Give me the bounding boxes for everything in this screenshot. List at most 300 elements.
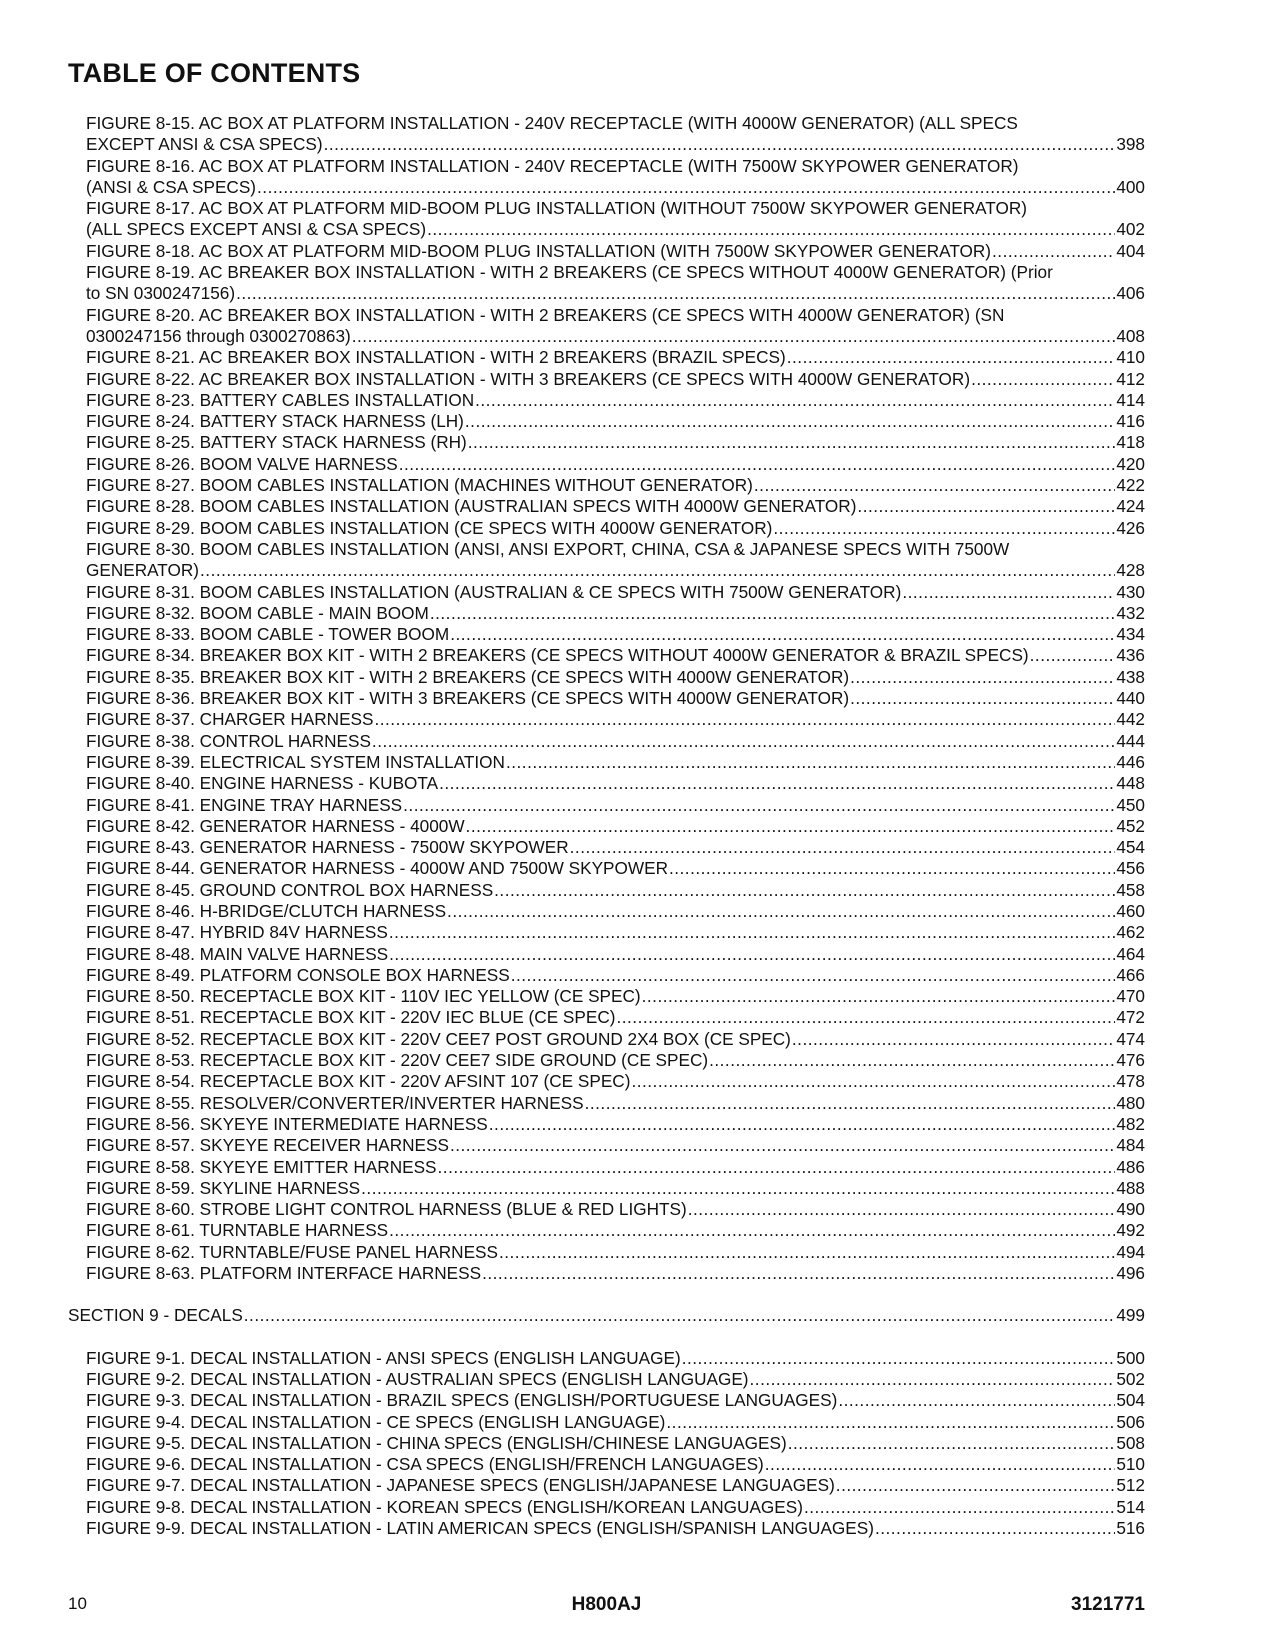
toc-page-number[interactable]: 516 (1116, 1518, 1145, 1538)
toc-page-number[interactable]: 474 (1116, 1028, 1145, 1049)
toc-entry-row (86, 1135, 1145, 1156)
toc-entry-text: FIGURE 8-36. BREAKER BOX KIT - WITH 3 BREAKERS (CE SPECS WITH 4000W GENERATOR) (86, 688, 850, 709)
toc-entry-text: FIGURE 8-20. AC BREAKER BOX INSTALLATION - WITH 2 BREAKERS (CE SPECS WITH 4000W GENERATOR) (SN (86, 304, 1005, 325)
toc-page-number[interactable]: 406 (1116, 283, 1145, 304)
toc-page-number[interactable]: 494 (1116, 1241, 1145, 1262)
toc-entry-text: FIGURE 8-61. TURNTABLE HARNESS (86, 1220, 389, 1241)
dot-leader (850, 688, 1115, 709)
toc-entry-text: FIGURE 8-47. HYBRID 84V HARNESS (86, 922, 388, 943)
toc-page-number[interactable]: 410 (1116, 347, 1145, 368)
toc-page-number[interactable]: 442 (1116, 709, 1145, 730)
toc-figure-entry[interactable] (68, 1199, 1145, 1220)
toc-entry-text: FIGURE 8-44. GENERATOR HARNESS - 4000W AND 7500W SKYPOWER (86, 858, 668, 879)
toc-page-number[interactable]: 434 (1116, 624, 1145, 645)
toc-entry-text: FIGURE 8-58. SKYEYE EMITTER HARNESS (86, 1156, 437, 1177)
toc-entry-row (86, 922, 1145, 943)
dot-leader (389, 1220, 1115, 1241)
toc-entry-row (86, 688, 1145, 709)
toc-entry-text: FIGURE 8-26. BOOM VALVE HARNESS (86, 453, 398, 474)
dot-leader (773, 518, 1115, 539)
toc-figure-entry[interactable] (68, 1348, 1145, 1369)
toc-entry-row (86, 475, 1145, 496)
toc-page-number[interactable]: 486 (1116, 1156, 1145, 1177)
dot-leader (389, 944, 1115, 965)
dot-leader (511, 965, 1116, 986)
toc-entry-text: FIGURE 8-60. STROBE LIGHT CONTROL HARNESS (BLUE & RED LIGHTS) (86, 1199, 687, 1220)
toc-entry-row (86, 432, 1145, 453)
toc-figure-entry[interactable] (68, 1071, 1145, 1092)
dot-leader (1030, 645, 1116, 666)
toc-entry-text: FIGURE 8-42. GENERATOR HARNESS - 4000W (86, 815, 465, 836)
toc-figure-entry[interactable] (68, 603, 1145, 624)
page-footer (68, 1594, 1145, 1618)
toc-entry-row (86, 752, 1145, 773)
toc-entry-row (86, 1007, 1145, 1028)
toc-entry-text: FIGURE 8-53. RECEPTACLE BOX KIT - 220V CEE7 SIDE GROUND (CE SPEC) (86, 1050, 709, 1071)
toc-page-number[interactable]: 430 (1116, 581, 1145, 602)
toc-figure-entry[interactable] (68, 262, 1145, 305)
toc-entry-row (86, 347, 1145, 368)
toc-page-number[interactable]: 400 (1116, 176, 1145, 197)
toc-figure-entry[interactable] (68, 1135, 1145, 1156)
footer-model: H800AJ (571, 1594, 642, 1615)
toc-entry-row (68, 1305, 1145, 1326)
toc-entry-text: to SN 0300247156) (86, 283, 236, 304)
toc-figure-entry[interactable] (68, 1475, 1145, 1496)
dot-leader (244, 1305, 1116, 1326)
toc-figure-entry[interactable] (68, 944, 1145, 965)
toc-figure-entry[interactable] (68, 1242, 1145, 1263)
toc-entry-text: FIGURE 8-19. AC BREAKER BOX INSTALLATION - WITH 2 BREAKERS (CE SPECS WITHOUT 4000W GENERATOR) (Prior (86, 262, 1053, 283)
toc-figure-entry[interactable] (68, 1390, 1145, 1411)
toc-entry-text: FIGURE 8-38. CONTROL HARNESS (86, 730, 371, 751)
toc-entry-row (86, 944, 1145, 965)
toc-entry-row (86, 411, 1145, 432)
toc-figure-entry[interactable] (68, 1029, 1145, 1050)
toc-entry-row (86, 560, 1145, 581)
toc-entry-row (86, 1433, 1145, 1454)
dot-leader (709, 1050, 1115, 1071)
toc-figure-entry[interactable] (68, 1220, 1145, 1241)
toc-entry-row (86, 965, 1145, 986)
toc-page-number[interactable]: 490 (1116, 1199, 1145, 1220)
toc-entry-text: FIGURE 8-52. RECEPTACLE BOX KIT - 220V CEE7 POST GROUND 2X4 BOX (CE SPEC) (86, 1028, 791, 1049)
toc-entry-row (86, 1071, 1145, 1092)
toc-page-number[interactable]: 458 (1116, 879, 1145, 900)
toc-page-number[interactable]: 418 (1116, 432, 1145, 453)
toc-page-number[interactable]: 432 (1116, 602, 1145, 623)
toc-entry-row (86, 773, 1145, 794)
toc-page-number[interactable]: 504 (1116, 1390, 1145, 1411)
toc-entry-row (86, 858, 1145, 879)
toc-page-number[interactable]: 499 (1116, 1305, 1145, 1326)
dot-leader (666, 1412, 1115, 1433)
toc-entry-text: FIGURE 8-32. BOOM CABLE - MAIN BOOM (86, 602, 429, 623)
dot-leader (475, 390, 1115, 411)
toc-figure-entry[interactable] (68, 752, 1145, 773)
toc-page-number[interactable]: 462 (1116, 922, 1145, 943)
toc-entry-text: FIGURE 9-2. DECAL INSTALLATION - AUSTRALIAN SPECS (ENGLISH LANGUAGE) (86, 1368, 749, 1389)
dot-leader (971, 369, 1115, 390)
toc-entry-text: FIGURE 9-7. DECAL INSTALLATION - JAPANESE SPECS (ENGLISH/JAPANESE LANGUAGES) (86, 1475, 835, 1496)
toc-entry-text: FIGURE 8-35. BREAKER BOX KIT - WITH 2 BREAKERS (CE SPECS WITH 4000W GENERATOR) (86, 666, 850, 687)
toc-entry-row (86, 177, 1145, 198)
toc-figure-entry[interactable] (68, 624, 1145, 645)
toc-entry-text: FIGURE 8-37. CHARGER HARNESS (86, 709, 374, 730)
toc-entry-row (86, 816, 1145, 837)
toc-page-number[interactable]: 506 (1116, 1411, 1145, 1432)
toc-entry-row (86, 901, 1145, 922)
footer-publication-number: 3121771 (1071, 1594, 1145, 1615)
toc-figure-entry[interactable] (68, 156, 1145, 199)
toc-figure-entry[interactable] (68, 1178, 1145, 1199)
toc-figure-entry[interactable] (68, 1433, 1145, 1454)
toc-page-number[interactable]: 466 (1116, 964, 1145, 985)
toc-entry-row (86, 1093, 1145, 1114)
toc-entry-text: FIGURE 8-17. AC BOX AT PLATFORM MID-BOOM PLUG INSTALLATION (WITHOUT 7500W SKYPOWER GENERATOR) (86, 198, 1028, 219)
toc-figure-entry[interactable] (68, 1050, 1145, 1071)
toc-page-number[interactable]: 478 (1116, 1071, 1145, 1092)
toc-page-number[interactable]: 510 (1116, 1454, 1145, 1475)
dot-leader (570, 837, 1116, 858)
toc-entry-row (86, 603, 1145, 624)
toc-entry-row (86, 986, 1145, 1007)
toc-entry-text: FIGURE 9-9. DECAL INSTALLATION - LATIN AMERICAN SPECS (ENGLISH/SPANISH LANGUAGES) (86, 1518, 874, 1538)
toc-entry-text: FIGURE 9-6. DECAL INSTALLATION - CSA SPECS (ENGLISH/FRENCH LANGUAGES) (86, 1454, 764, 1475)
dot-leader (992, 241, 1115, 262)
page-title: TABLE OF CONTENTS (68, 58, 361, 88)
toc-page-number[interactable]: 438 (1116, 666, 1145, 687)
toc-list (68, 113, 1145, 1539)
toc-figure-entry[interactable] (68, 198, 1145, 241)
dot-leader (352, 326, 1116, 347)
toc-entry-text: SECTION 9 - DECALS (68, 1305, 243, 1326)
toc-figure-entry[interactable] (68, 709, 1145, 730)
toc-entry-text: FIGURE 9-5. DECAL INSTALLATION - CHINA SPECS (ENGLISH/CHINESE LANGUAGES) (86, 1432, 787, 1453)
toc-entry-text: GENERATOR) (86, 560, 200, 581)
toc-entry-row (86, 454, 1145, 475)
dot-leader (506, 752, 1115, 773)
toc-entry-row (86, 219, 1145, 240)
toc-entry-text: (ANSI & CSA SPECS) (86, 176, 257, 197)
toc-entry-text: FIGURE 8-43. GENERATOR HARNESS - 7500W SKYPOWER (86, 837, 569, 858)
toc-page-number[interactable]: 514 (1116, 1496, 1145, 1517)
toc-entry-row (86, 369, 1145, 390)
dot-leader (765, 1454, 1116, 1475)
toc-figure-entry[interactable] (68, 454, 1145, 475)
dot-leader (372, 731, 1115, 752)
toc-figure-entry[interactable] (68, 390, 1145, 411)
toc-entry-text: FIGURE 8-29. BOOM CABLES INSTALLATION (CE SPECS WITH 4000W GENERATOR) (86, 517, 773, 538)
dot-leader (585, 1093, 1116, 1114)
toc-entry-text: FIGURE 8-39. ELECTRICAL SYSTEM INSTALLATION (86, 751, 505, 772)
toc-entry-text: FIGURE 8-18. AC BOX AT PLATFORM MID-BOOM PLUG INSTALLATION (WITH 7500W SKYPOWER GENERATOR) (86, 240, 992, 261)
toc-entry-row (86, 1412, 1145, 1433)
toc-figure-entry[interactable] (68, 518, 1145, 539)
toc-entry-row (86, 1029, 1145, 1050)
toc-entry-text: FIGURE 9-1. DECAL INSTALLATION - ANSI SPECS (ENGLISH LANGUAGE) (86, 1347, 681, 1368)
toc-entry-text: FIGURE 8-49. PLATFORM CONSOLE BOX HARNESS (86, 964, 510, 985)
toc-page-number[interactable]: 412 (1116, 368, 1145, 389)
toc-figure-entry[interactable] (68, 369, 1145, 390)
toc-figure-entry[interactable] (68, 773, 1145, 794)
toc-section-entry[interactable] (68, 1305, 1145, 1326)
toc-entry-text: FIGURE 8-41. ENGINE TRAY HARNESS (86, 794, 403, 815)
toc-figure-entry[interactable] (68, 347, 1145, 368)
toc-page-number[interactable]: 470 (1116, 986, 1145, 1007)
dot-leader (450, 1135, 1115, 1156)
toc-entry-text: FIGURE 8-56. SKYEYE INTERMEDIATE HARNESS (86, 1113, 488, 1134)
toc-figure-entry[interactable] (68, 1497, 1145, 1518)
toc-entry-text: FIGURE 8-45. GROUND CONTROL BOX HARNESS (86, 879, 494, 900)
toc-entry-row (86, 518, 1145, 539)
toc-entry-row (86, 795, 1145, 816)
toc-figure-entry[interactable] (68, 645, 1145, 666)
toc-entry-row (86, 496, 1145, 517)
dot-leader (754, 475, 1115, 496)
dot-leader (374, 709, 1115, 730)
toc-figure-entry[interactable] (68, 305, 1145, 348)
toc-entry-row (86, 1178, 1145, 1199)
dot-leader (482, 1263, 1115, 1284)
dot-leader (788, 1433, 1116, 1454)
dot-leader (361, 1178, 1115, 1199)
toc-page-number[interactable]: 482 (1116, 1113, 1145, 1134)
dot-leader (466, 816, 1116, 837)
toc-page-number[interactable]: 414 (1116, 389, 1145, 410)
toc-entry-row (86, 390, 1145, 411)
dot-leader (324, 134, 1116, 155)
toc-entry-text: FIGURE 8-25. BATTERY STACK HARNESS (RH) (86, 432, 467, 453)
toc-entry-row (86, 1263, 1145, 1284)
dot-leader (399, 454, 1116, 475)
toc-entry-row (86, 1220, 1145, 1241)
dot-leader (427, 219, 1115, 240)
toc-figure-entry[interactable] (68, 1412, 1145, 1433)
toc-page-number[interactable]: 484 (1116, 1135, 1145, 1156)
toc-entry-text: FIGURE 8-51. RECEPTACLE BOX KIT - 220V IEC BLUE (CE SPEC) (86, 1007, 616, 1028)
dot-leader (850, 667, 1115, 688)
toc-page-number[interactable]: 496 (1116, 1263, 1145, 1284)
toc-page-number[interactable]: 500 (1116, 1347, 1145, 1368)
toc-entry-text: FIGURE 8-54. RECEPTACLE BOX KIT - 220V AFSINT 107 (CE SPEC) (86, 1071, 631, 1092)
toc-entry-text: FIGURE 9-3. DECAL INSTALLATION - BRAZIL SPECS (ENGLISH/PORTUGUESE LANGUAGES) (86, 1390, 838, 1411)
toc-page-number[interactable]: 456 (1116, 858, 1145, 879)
toc-entry-row (86, 1348, 1145, 1369)
toc-entry-row (86, 667, 1145, 688)
toc-entry-row (86, 1518, 1145, 1539)
dot-leader (875, 1518, 1115, 1539)
toc-figure-entry[interactable] (68, 986, 1145, 1007)
toc-entry-row (86, 1390, 1145, 1411)
toc-entry-row (86, 1369, 1145, 1390)
toc-entry-text: FIGURE 8-48. MAIN VALVE HARNESS (86, 943, 389, 964)
dot-leader (616, 1007, 1115, 1028)
toc-entry-row (86, 283, 1145, 304)
toc-figure-entry[interactable] (68, 795, 1145, 816)
toc-page-number[interactable]: 508 (1116, 1432, 1145, 1453)
toc-figure-entry[interactable] (68, 432, 1145, 453)
toc-entry-row (86, 241, 1145, 262)
toc-page-number[interactable]: 402 (1116, 219, 1145, 240)
toc-entry-text: FIGURE 8-24. BATTERY STACK HARNESS (LH) (86, 411, 464, 432)
toc-entry-row (86, 1242, 1145, 1263)
toc-entry-text: EXCEPT ANSI & CSA SPECS) (86, 134, 323, 155)
dot-leader (447, 901, 1115, 922)
dot-leader (499, 1242, 1115, 1263)
dot-leader (631, 1071, 1115, 1092)
toc-figure-entry[interactable] (68, 731, 1145, 752)
toc-figure-entry[interactable] (68, 922, 1145, 943)
toc-page-number[interactable]: 452 (1116, 815, 1145, 836)
toc-entry-text: FIGURE 8-33. BOOM CABLE - TOWER BOOM (86, 624, 450, 645)
toc-page-number[interactable]: 488 (1116, 1177, 1145, 1198)
toc-page-number[interactable]: 422 (1116, 475, 1145, 496)
toc-entry-text: FIGURE 8-40. ENGINE HARNESS - KUBOTA (86, 773, 439, 794)
toc-entry-row (86, 645, 1145, 666)
toc-entry-row (86, 1199, 1145, 1220)
toc-entry-row (86, 1157, 1145, 1178)
toc-figure-entry[interactable] (68, 582, 1145, 603)
toc-entry-row (86, 709, 1145, 730)
toc-entry-text: FIGURE 8-34. BREAKER BOX KIT - WITH 2 BREAKERS (CE SPECS WITHOUT 4000W GENERATOR & BRAZIL SPECS) (86, 645, 1029, 666)
toc-page-number[interactable]: 448 (1116, 773, 1145, 794)
toc-figure-entry[interactable] (68, 901, 1145, 922)
toc-entry-text: FIGURE 8-63. PLATFORM INTERFACE HARNESS (86, 1263, 482, 1284)
toc-page-number[interactable]: 502 (1116, 1368, 1145, 1389)
dot-leader (787, 347, 1116, 368)
toc-entry-text: FIGURE 8-46. H-BRIDGE/CLUTCH HARNESS (86, 900, 447, 921)
dot-leader (403, 795, 1115, 816)
toc-page-number[interactable]: 450 (1116, 794, 1145, 815)
dot-leader (688, 1199, 1116, 1220)
toc-page-number[interactable]: 416 (1116, 411, 1145, 432)
toc-entry-row (86, 1114, 1145, 1135)
toc-figure-entry[interactable] (68, 241, 1145, 262)
toc-figure-entry[interactable] (68, 539, 1145, 582)
toc-entry-row (86, 1497, 1145, 1518)
toc-page-number[interactable]: 512 (1116, 1475, 1145, 1496)
toc-figure-entry[interactable] (68, 965, 1145, 986)
toc-entry-row (86, 624, 1145, 645)
toc-page-number[interactable]: 398 (1116, 134, 1145, 155)
dot-leader (468, 432, 1116, 453)
toc-entry-text: FIGURE 8-50. RECEPTACLE BOX KIT - 110V IEC YELLOW (CE SPEC) (86, 986, 641, 1007)
toc-figure-entry[interactable] (68, 475, 1145, 496)
toc-page-number[interactable]: 404 (1116, 240, 1145, 261)
toc-figure-entry[interactable] (68, 1454, 1145, 1475)
toc-page-number[interactable]: 408 (1116, 325, 1145, 346)
dot-leader (236, 283, 1115, 304)
toc-figure-entry[interactable] (68, 688, 1145, 709)
dot-leader (836, 1475, 1116, 1496)
toc-entry-text: FIGURE 8-30. BOOM CABLES INSTALLATION (ANSI, ANSI EXPORT, CHINA, CSA & JAPANESE SPECS WITH 7500W (86, 538, 1010, 559)
toc-page-number[interactable]: 460 (1116, 900, 1145, 921)
toc-entry-text: FIGURE 8-21. AC BREAKER BOX INSTALLATION - WITH 2 BREAKERS (BRAZIL SPECS) (86, 347, 786, 368)
toc-entry-text: 0300247156 through 0300270863) (86, 325, 351, 346)
dot-leader (669, 858, 1115, 879)
toc-page-number[interactable]: 476 (1116, 1050, 1145, 1071)
toc-page-number[interactable]: 424 (1116, 496, 1145, 517)
dot-leader (494, 880, 1115, 901)
toc-entry-row (86, 134, 1145, 155)
dot-leader (200, 560, 1115, 581)
toc-page-number[interactable]: 472 (1116, 1007, 1145, 1028)
toc-page-number[interactable]: 444 (1116, 730, 1145, 751)
dot-leader (792, 1029, 1115, 1050)
toc-figure-entry[interactable] (68, 1518, 1145, 1539)
toc-page-number[interactable]: 426 (1116, 517, 1145, 538)
toc-page-number[interactable]: 428 (1116, 560, 1145, 581)
toc-figure-entry[interactable] (68, 1263, 1145, 1284)
toc-page-number[interactable]: 440 (1116, 688, 1145, 709)
toc-entry-text: FIGURE 8-31. BOOM CABLES INSTALLATION (AUSTRALIAN & CE SPECS WITH 7500W GENERATOR) (86, 581, 902, 602)
toc-page-number[interactable]: 480 (1116, 1092, 1145, 1113)
toc-figure-entry[interactable] (68, 1007, 1145, 1028)
toc-entry-text: FIGURE 9-4. DECAL INSTALLATION - CE SPECS (ENGLISH LANGUAGE) (86, 1411, 666, 1432)
toc-entry-row (86, 326, 1145, 347)
toc-figure-entry[interactable] (68, 411, 1145, 432)
toc-figure-entry[interactable] (68, 667, 1145, 688)
toc-figure-entry[interactable] (68, 1114, 1145, 1135)
toc-entry-row (86, 1475, 1145, 1496)
toc-entry-text: FIGURE 8-16. AC BOX AT PLATFORM INSTALLATION - 240V RECEPTACLE (WITH 7500W SKYPOWER GENERATOR) (86, 155, 1019, 176)
toc-page-number[interactable]: 454 (1116, 837, 1145, 858)
dot-leader (389, 922, 1115, 943)
toc-page-number[interactable]: 492 (1116, 1220, 1145, 1241)
toc-entry-text: FIGURE 8-15. AC BOX AT PLATFORM INSTALLATION - 240V RECEPTACLE (WITH 4000W GENERATOR) (ALL SPECS (86, 113, 1018, 133)
dot-leader (857, 496, 1115, 517)
toc-page-number[interactable]: 436 (1116, 645, 1145, 666)
dot-leader (682, 1348, 1116, 1369)
dot-leader (489, 1114, 1116, 1135)
toc-entry-row (86, 837, 1145, 858)
dot-leader (438, 1157, 1116, 1178)
toc-figure-entry[interactable] (68, 837, 1145, 858)
toc-entry-row (86, 880, 1145, 901)
toc-figure-entry[interactable] (68, 880, 1145, 901)
toc-figure-entry[interactable] (68, 816, 1145, 837)
toc-page-number[interactable]: 420 (1116, 453, 1145, 474)
toc-entry-text: FIGURE 9-8. DECAL INSTALLATION - KOREAN SPECS (ENGLISH/KOREAN LANGUAGES) (86, 1496, 803, 1517)
toc-entry-row (86, 1050, 1145, 1071)
toc-figure-entry[interactable] (68, 1369, 1145, 1390)
toc-page-number[interactable]: 446 (1116, 751, 1145, 772)
toc-entry-text: FIGURE 8-28. BOOM CABLES INSTALLATION (AUSTRALIAN SPECS WITH 4000W GENERATOR) (86, 496, 857, 517)
toc-figure-entry[interactable] (68, 496, 1145, 517)
toc-entry-text: (ALL SPECS EXCEPT ANSI & CSA SPECS) (86, 219, 427, 240)
toc-entry-text: FIGURE 8-27. BOOM CABLES INSTALLATION (MACHINES WITHOUT GENERATOR) (86, 475, 753, 496)
toc-entry-row (86, 582, 1145, 603)
toc-figure-entry[interactable] (68, 113, 1145, 156)
toc-entry-row (86, 1454, 1145, 1475)
dot-leader (750, 1369, 1116, 1390)
toc-figure-entry[interactable] (68, 858, 1145, 879)
dot-leader (439, 773, 1115, 794)
toc-entry-text: FIGURE 8-59. SKYLINE HARNESS (86, 1177, 361, 1198)
toc-figure-entry[interactable] (68, 1093, 1145, 1114)
dot-leader (430, 603, 1115, 624)
toc-entry-text: FIGURE 8-62. TURNTABLE/FUSE PANEL HARNESS (86, 1241, 498, 1262)
toc-entry-text: FIGURE 8-22. AC BREAKER BOX INSTALLATION - WITH 3 BREAKERS (CE SPECS WITH 4000W GENERATOR) (86, 368, 971, 389)
dot-leader (465, 411, 1115, 432)
dot-leader (804, 1497, 1115, 1518)
dot-leader (450, 624, 1115, 645)
toc-entry-row (86, 731, 1145, 752)
toc-page-number[interactable]: 464 (1116, 943, 1145, 964)
footer-page-number: 10 (68, 1594, 87, 1613)
toc-figure-entry[interactable] (68, 1157, 1145, 1178)
